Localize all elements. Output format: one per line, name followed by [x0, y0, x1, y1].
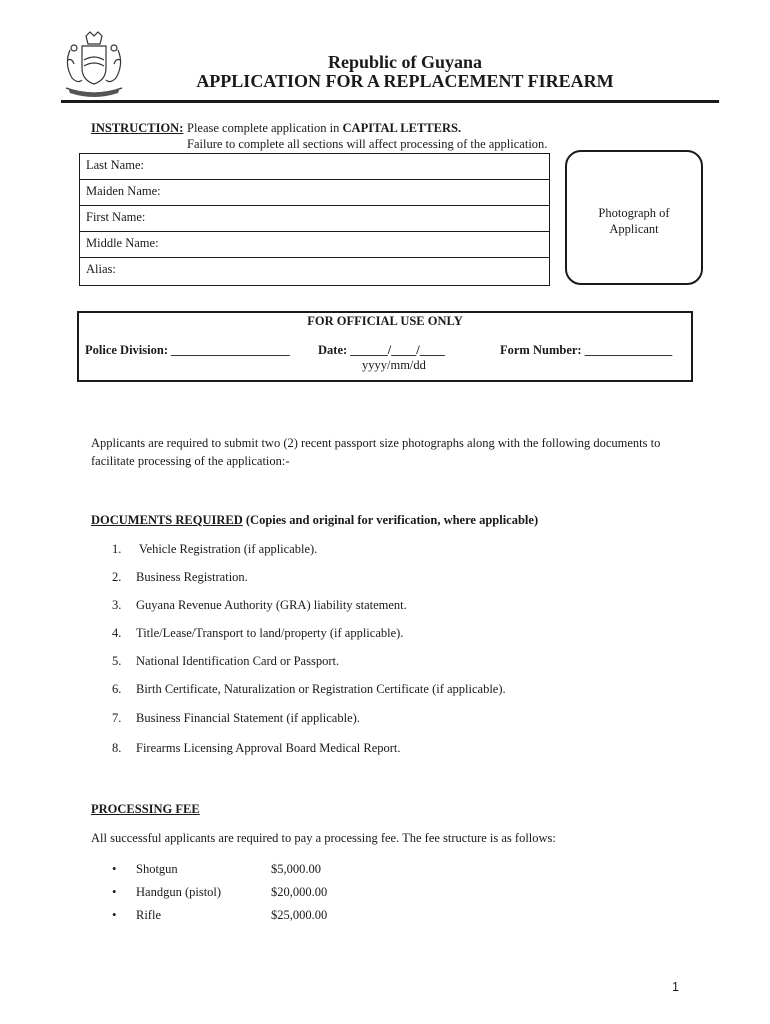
processing-fee-text: All successful applicants are required to pay a processing fee. The fee structure is as follows: — [91, 831, 556, 845]
fee-row: • Rifle $25,000.00 — [112, 908, 328, 922]
maiden-name-field[interactable] — [80, 180, 549, 206]
field-label: First Name: — [86, 210, 146, 224]
page-number: 1 — [672, 980, 679, 994]
date-format-hint: yyyy/mm/dd — [362, 358, 426, 372]
instruction-text: Please complete application in CAPITAL LETTERS. — [187, 121, 462, 135]
fee-row: • Shotgun $5,000.00 — [112, 862, 321, 876]
photograph-label: Photograph of Applicant — [598, 206, 670, 236]
last-name-field[interactable] — [80, 154, 549, 180]
field-label: Last Name: — [86, 158, 144, 172]
intro-paragraph: Applicants are required to submit two (2) recent passport size photographs along with the following documents to facilitate processing of the application:- — [91, 436, 661, 468]
field-label: Alias: — [86, 262, 116, 276]
instruction-emphasis: CAPITAL LETTERS. — [342, 121, 462, 135]
document-title-line2: APPLICATION FOR A REPLACEMENT FIREARM — [196, 71, 614, 91]
list-item: 7. Business Financial Statement (if applicable). — [112, 711, 360, 725]
list-item: 3. Guyana Revenue Authority (GRA) liability statement. — [112, 598, 407, 612]
middle-name-field[interactable] — [80, 232, 549, 258]
field-label: Middle Name: — [86, 236, 159, 250]
date-field[interactable]: Date: ______/____/____ — [318, 343, 445, 357]
form-number-field[interactable]: Form Number: ______________ — [500, 343, 673, 357]
list-item: 6. Birth Certificate, Naturalization or Registration Certificate (if applicable). — [112, 682, 506, 696]
first-name-field[interactable] — [80, 206, 549, 232]
header-divider — [61, 100, 719, 103]
list-item: 4. Title/Lease/Transport to land/property (if applicable). — [112, 626, 404, 640]
list-item: 8. Firearms Licensing Approval Board Medical Report. — [112, 741, 401, 755]
instruction-warning: Failure to complete all sections will affect processing of the application. — [187, 137, 548, 151]
list-item: 1. Vehicle Registration (if applicable). — [112, 542, 318, 556]
police-division-field[interactable]: Police Division: ___________________ — [85, 343, 290, 357]
applicant-name-table — [79, 153, 550, 286]
instruction-label: INSTRUCTION: — [91, 121, 184, 135]
official-use-title: FOR OFFICIAL USE ONLY — [307, 314, 463, 328]
processing-fee-heading: PROCESSING FEE — [91, 802, 200, 816]
list-item: 5. National Identification Card or Passport. — [112, 654, 340, 668]
alias-field[interactable] — [80, 258, 549, 285]
document-title-line1: Republic of Guyana — [327, 52, 483, 72]
list-item: 2. Business Registration. — [112, 570, 248, 584]
fee-row: • Handgun (pistol) $20,000.00 — [112, 885, 328, 899]
documents-required-heading: DOCUMENTS REQUIRED (Copies and original for verification, where applicable) — [91, 513, 539, 527]
field-label: Maiden Name: — [86, 184, 161, 198]
